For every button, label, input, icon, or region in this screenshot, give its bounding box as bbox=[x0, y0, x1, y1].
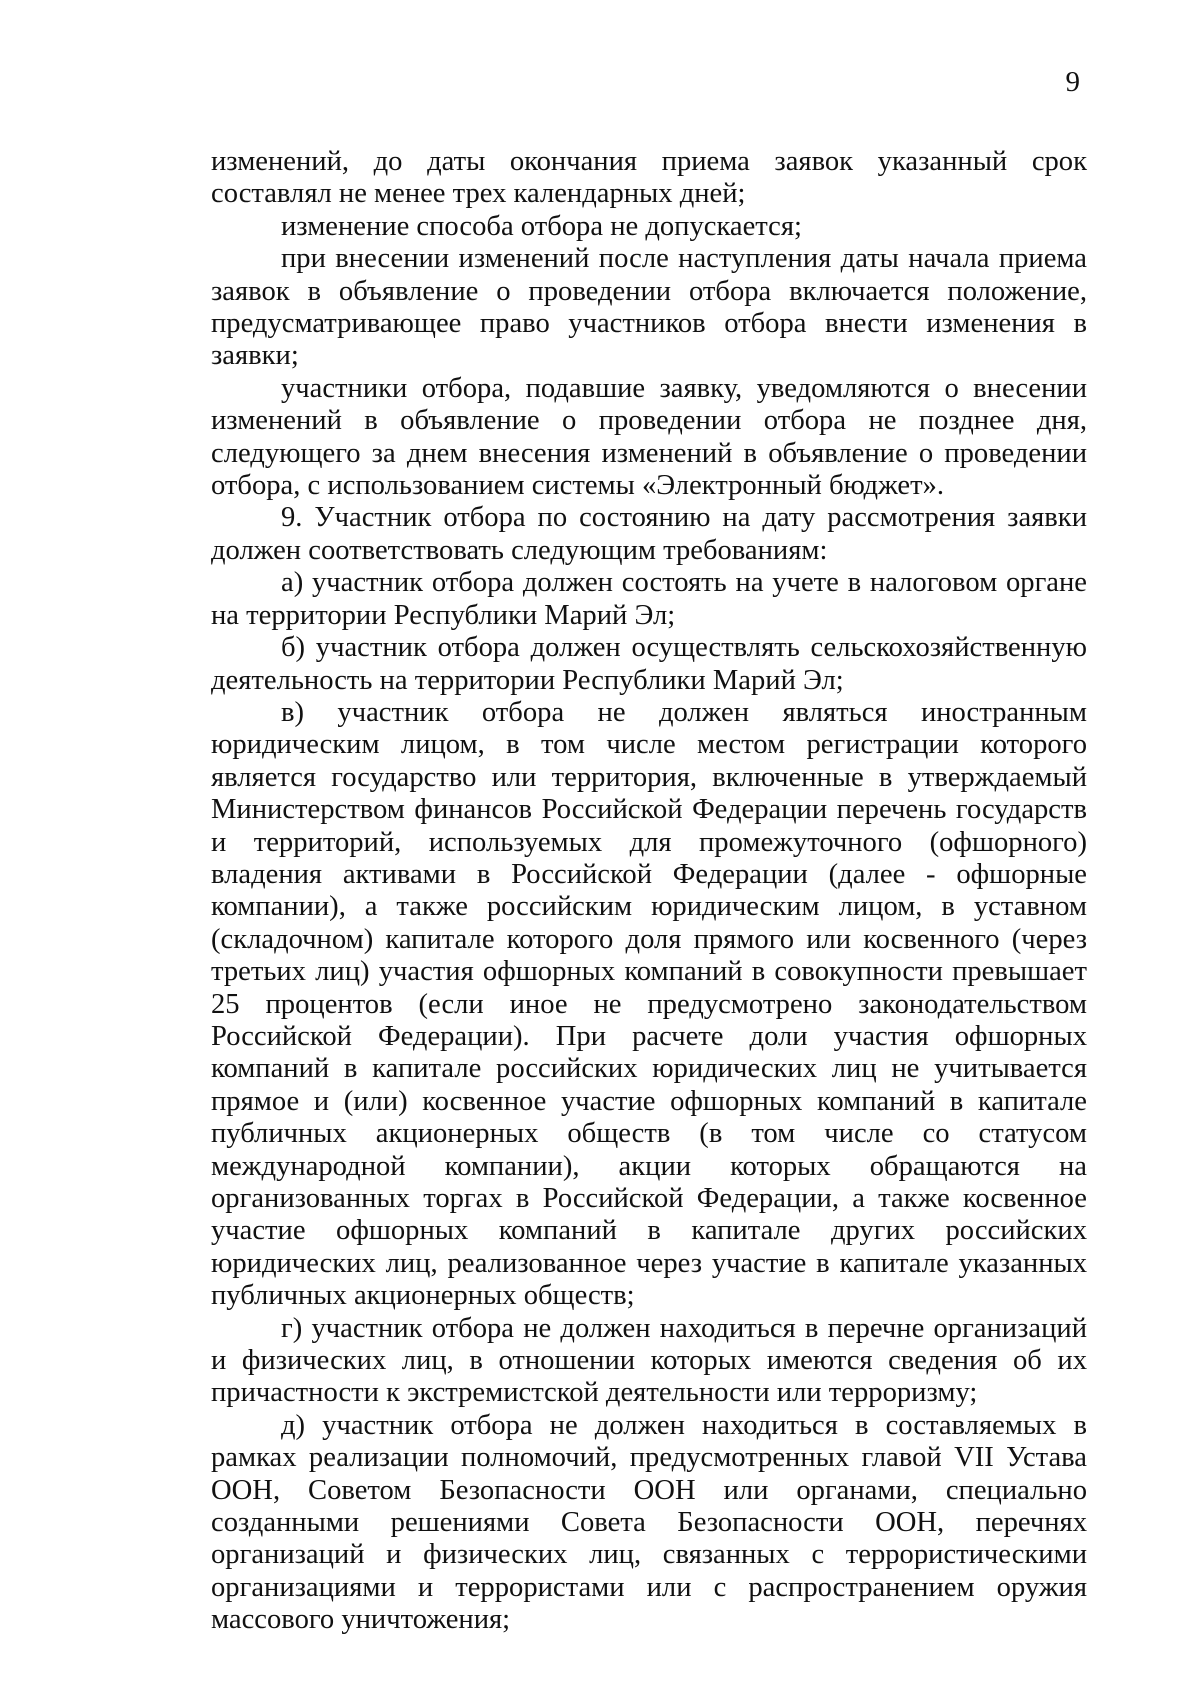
paragraph: изменение способа отбора не допускается; bbox=[281, 210, 802, 242]
paragraph: участники отбора, подавшие заявку, уведомляются о внесении изменений в объявление о проведении отбора не позднее дня, следующего за днем внесения изменений в объявление о проведении отбора, с использованием системы «Электронный бюджет». bbox=[211, 372, 1087, 502]
subitem-v: в) участник отбора не должен являться иностранным юридическим лицом, в том числе местом регистрации которого является государство или территория, включенные в утверждаемый Министерством финансов Российской Федерации перечень государств и территорий, используемых для промежуточного (офшорного) владения активами в Российской Федерации (далее - офшорные компании), а также российским юридическим лицом, в уставном (складочном) капитале которого доля прямого или косвенного (через третьих лиц) участия офшорных компаний в совокупности превышает 25 процентов (если иное не предусмотрено законодательством Российской Федерации). При расчете доли участия офшорных компаний в капитале российских юридических лиц не учитывается прямое и (или) косвенное участие офшорных компаний в капитале публичных акционерных обществ (в том числе со статусом международной компании), акции которых обращаются на организованных торгах в Российской Федерации, а также косвенное участие офшорных компаний в капитале других российских юридических лиц, реализованное через участие в капитале указанных публичных акционерных обществ; bbox=[211, 696, 1087, 1312]
paragraph-item-9: 9. Участник отбора по состоянию на дату рассмотрения заявки должен соответствовать следующим требованиям: bbox=[211, 502, 1087, 566]
document-body bbox=[211, 146, 1087, 1637]
paragraph: при внесении изменений после наступления даты начала приема заявок в объявление о проведении отбора включается положение, предусматривающее право участников отбора внести изменения в заявки; bbox=[211, 243, 1087, 372]
subitem-a: а) участник отбора должен состоять на учете в налоговом органе на территории Республики Марий Эл; bbox=[211, 567, 1087, 631]
subitem-g: г) участник отбора не должен находиться в перечне организаций и физических лиц, в отношении которых имеются сведения об их причастности к экстремистской деятельности или терроризму; bbox=[211, 1312, 1087, 1409]
paragraph-continuation: изменений, до даты окончания приема заявок указанный срок составлял не менее трех календарных дней; bbox=[211, 146, 1087, 210]
subitem-b: б) участник отбора должен осуществлять сельскохозяйственную деятельность на территории Республики Марий Эл; bbox=[211, 632, 1087, 696]
page-number: 9 bbox=[1065, 66, 1080, 98]
subitem-d: д) участник отбора не должен находиться в составляемых в рамках реализации полномочий, предусмотренных главой VII Устава ООН, Советом Безопасности ООН или органами, специально созданными решениями Совета Безопасности ООН, перечнях организаций и физических лиц, связанных с террористическими организациями и террористами или с распространением оружия массового уничтожения; bbox=[211, 1409, 1087, 1636]
